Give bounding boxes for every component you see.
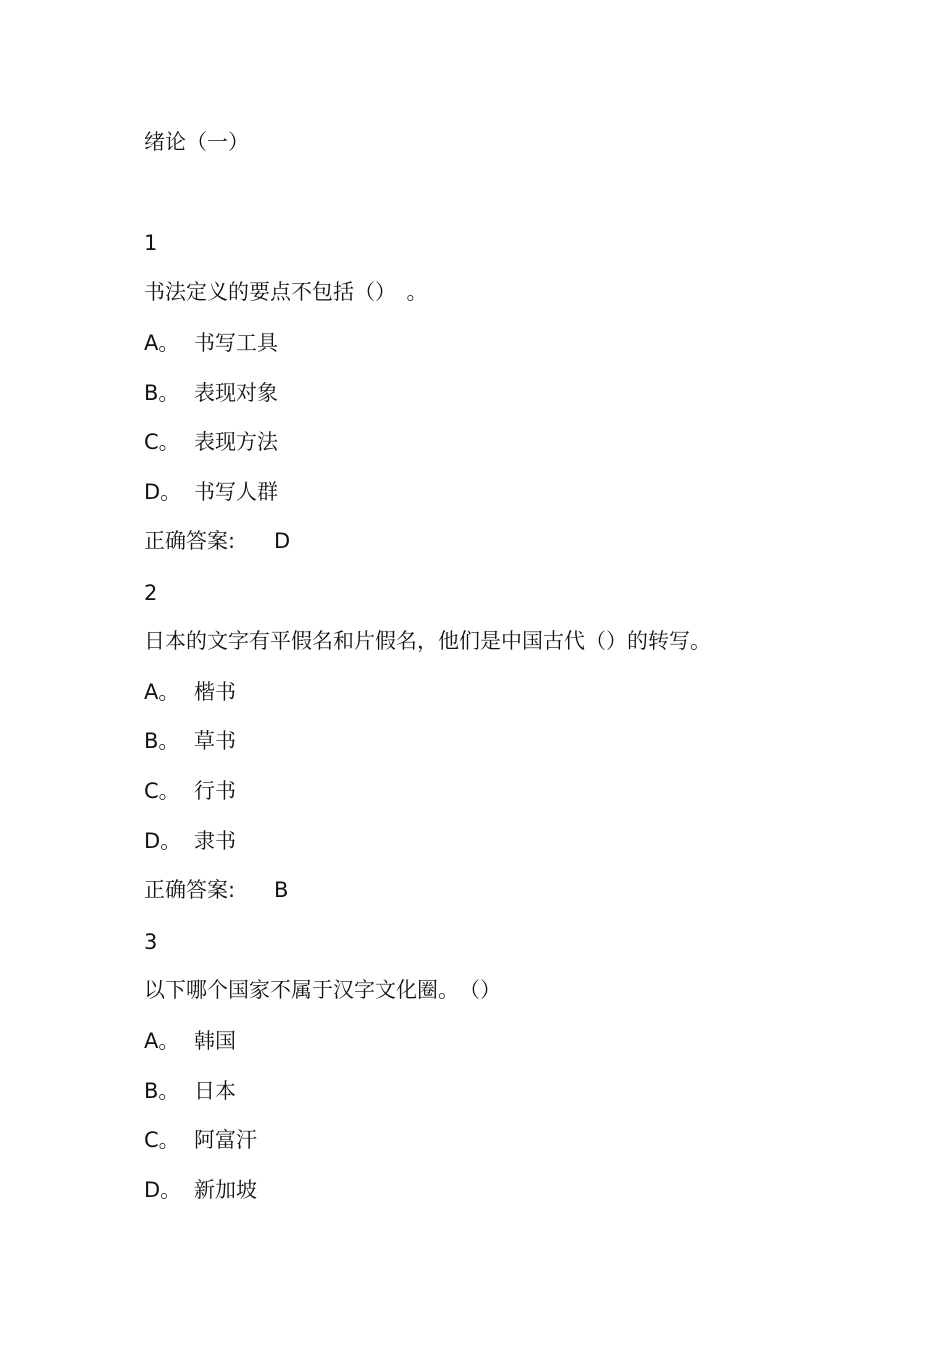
option-letter: B。 <box>144 381 180 405</box>
option-d <box>144 827 236 855</box>
question-number: 3 <box>144 930 158 954</box>
question-text: 日本的文字有平假名和片假名，他们是中国古代（）的转写。 <box>144 629 711 653</box>
correct-answer <box>144 876 288 904</box>
option-letter: A。 <box>144 680 180 704</box>
correct-answer <box>144 527 290 555</box>
question-number: 2 <box>144 581 158 605</box>
option-b <box>144 727 236 755</box>
option-text: 韩国 <box>194 1029 236 1053</box>
option-text: 新加坡 <box>194 1178 257 1202</box>
option-letter: A。 <box>144 331 180 355</box>
option-b <box>144 379 278 407</box>
option-text: 楷书 <box>194 680 236 704</box>
question-number: 1 <box>144 231 158 255</box>
answer-label: 正确答案: <box>144 529 236 553</box>
option-text: 日本 <box>194 1079 236 1103</box>
option-letter: B。 <box>144 729 180 753</box>
option-a <box>144 1027 236 1055</box>
option-d <box>144 478 278 506</box>
option-c <box>144 1126 257 1154</box>
option-a <box>144 329 278 357</box>
option-c <box>144 777 236 805</box>
option-letter: D。 <box>144 480 182 504</box>
option-letter: C。 <box>144 1128 180 1152</box>
option-text: 书写人群 <box>194 480 278 504</box>
option-text: 表现方法 <box>194 430 278 454</box>
question-text: 以下哪个国家不属于汉字文化圈。 （） <box>144 978 501 1002</box>
option-letter: C。 <box>144 430 180 454</box>
option-text: 草书 <box>194 729 236 753</box>
option-text: 隶书 <box>194 829 236 853</box>
answer-label: 正确答案: <box>144 878 236 902</box>
option-letter: A。 <box>144 1029 180 1053</box>
option-letter: C。 <box>144 779 180 803</box>
option-d <box>144 1176 257 1204</box>
option-text: 阿富汗 <box>194 1128 257 1152</box>
option-text: 行书 <box>194 779 236 803</box>
option-text: 书写工具 <box>194 331 278 355</box>
answer-value: D <box>274 529 291 553</box>
option-letter: D。 <box>144 1178 182 1202</box>
question-text: 书法定义的要点不包括（） 。 <box>144 280 428 304</box>
option-a <box>144 678 236 706</box>
option-b <box>144 1077 236 1105</box>
option-text: 表现对象 <box>194 381 278 405</box>
option-letter: B。 <box>144 1079 180 1103</box>
option-c <box>144 428 278 456</box>
answer-value: B <box>274 878 289 902</box>
section-title: 绪论（一） <box>144 130 249 154</box>
option-letter: D。 <box>144 829 182 853</box>
